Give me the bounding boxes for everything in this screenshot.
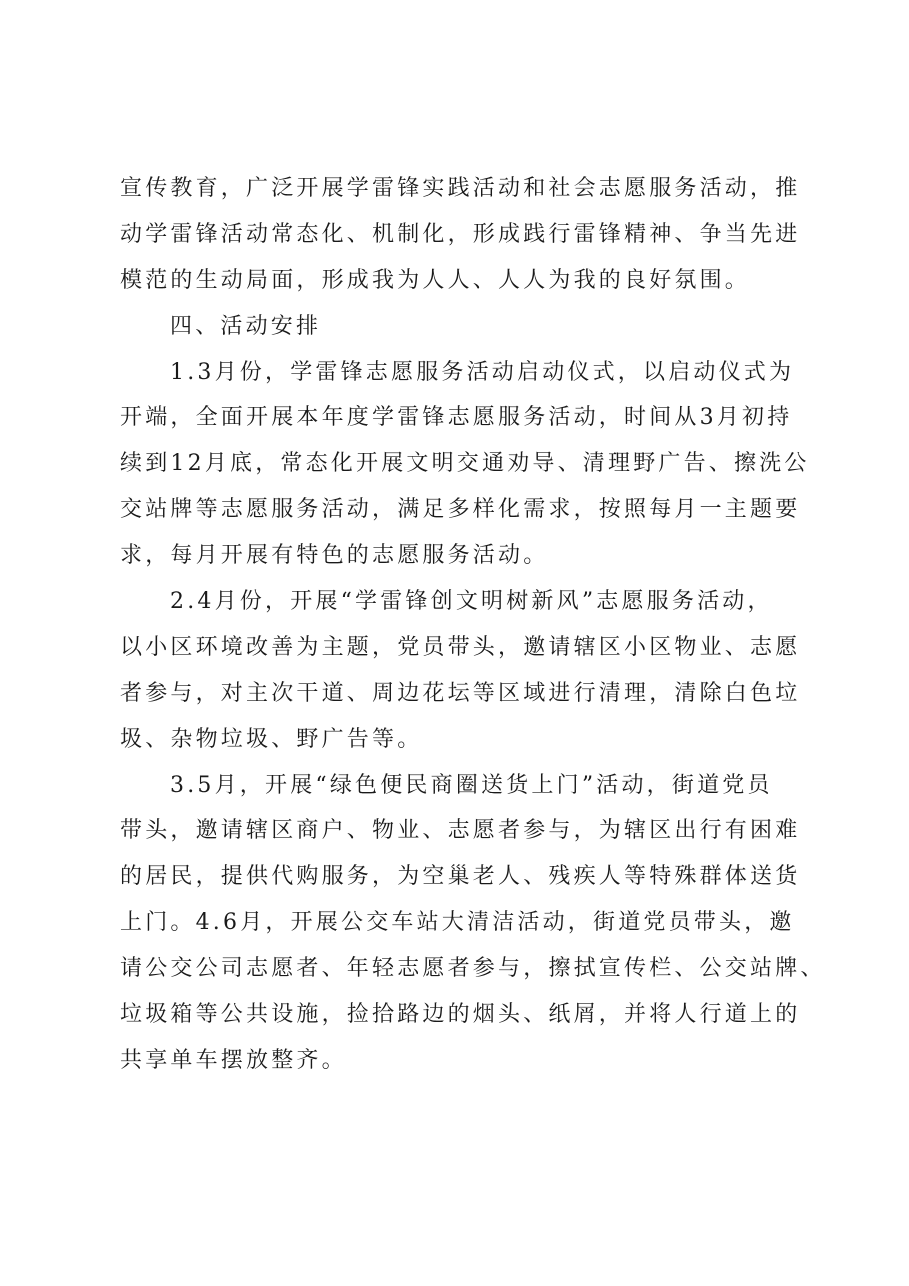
text-line: 者参与，对主次干道、周边花坛等区域进行清理，清除白色垃 xyxy=(120,680,801,706)
text-line: 开端，全面开展本年度学雷锋志愿服务活动，时间从3月初持 xyxy=(120,405,793,431)
text-line: 带头，邀请辖区商户、物业、志愿者参与，为辖区出行有困难 xyxy=(120,818,801,844)
text-line: 模范的生动局面，形成我为人人、人人为我的良好氛围。 xyxy=(120,267,751,293)
text-line: 共享单车摆放整齐。 xyxy=(120,1047,347,1073)
section-heading: 四、活动安排 xyxy=(170,313,322,339)
text-line: 上门。4.6月，开展公交车站大清洁活动，街道党员带头，邀 xyxy=(120,910,795,936)
text-line: 求，每月开展有特色的志愿服务活动。 xyxy=(120,543,549,569)
text-line: 动学雷锋活动常态化、机制化，形成践行雷锋精神、争当先进 xyxy=(120,221,801,247)
text-line: 1.3月份，学雷锋志愿服务活动启动仪式，以启动仪式为 xyxy=(170,359,795,385)
text-line: 垃圾箱等公共设施，捡拾路边的烟头、纸屑，并将人行道上的 xyxy=(120,1002,801,1028)
text-line: 以小区环境改善为主题，党员带头，邀请辖区小区物业、志愿 xyxy=(120,634,801,660)
text-line: 3.5月，开展“绿色便民商圈送货上门”活动，街道党员 xyxy=(170,772,773,798)
text-line: 续到12月底，常态化开展文明交通劝导、清理野广告、擦洗公 xyxy=(120,451,810,477)
text-line: 请公交公司志愿者、年轻志愿者参与，擦拭宣传栏、公交站牌、 xyxy=(120,956,826,982)
text-line: 交站牌等志愿服务活动，满足多样化需求，按照每月一主题要 xyxy=(120,497,801,523)
text-line: 的居民，提供代购服务，为空巢老人、残疾人等特殊群体送货 xyxy=(120,864,801,890)
text-line: 2.4月份，开展“学雷锋创文明树新风”志愿服务活动， xyxy=(170,589,773,615)
text-line: 圾、杂物垃圾、野广告等。 xyxy=(120,726,423,752)
document-body xyxy=(120,166,826,1084)
text-line: 宣传教育，广泛开展学雷锋实践活动和社会志愿服务活动，推 xyxy=(120,176,801,201)
